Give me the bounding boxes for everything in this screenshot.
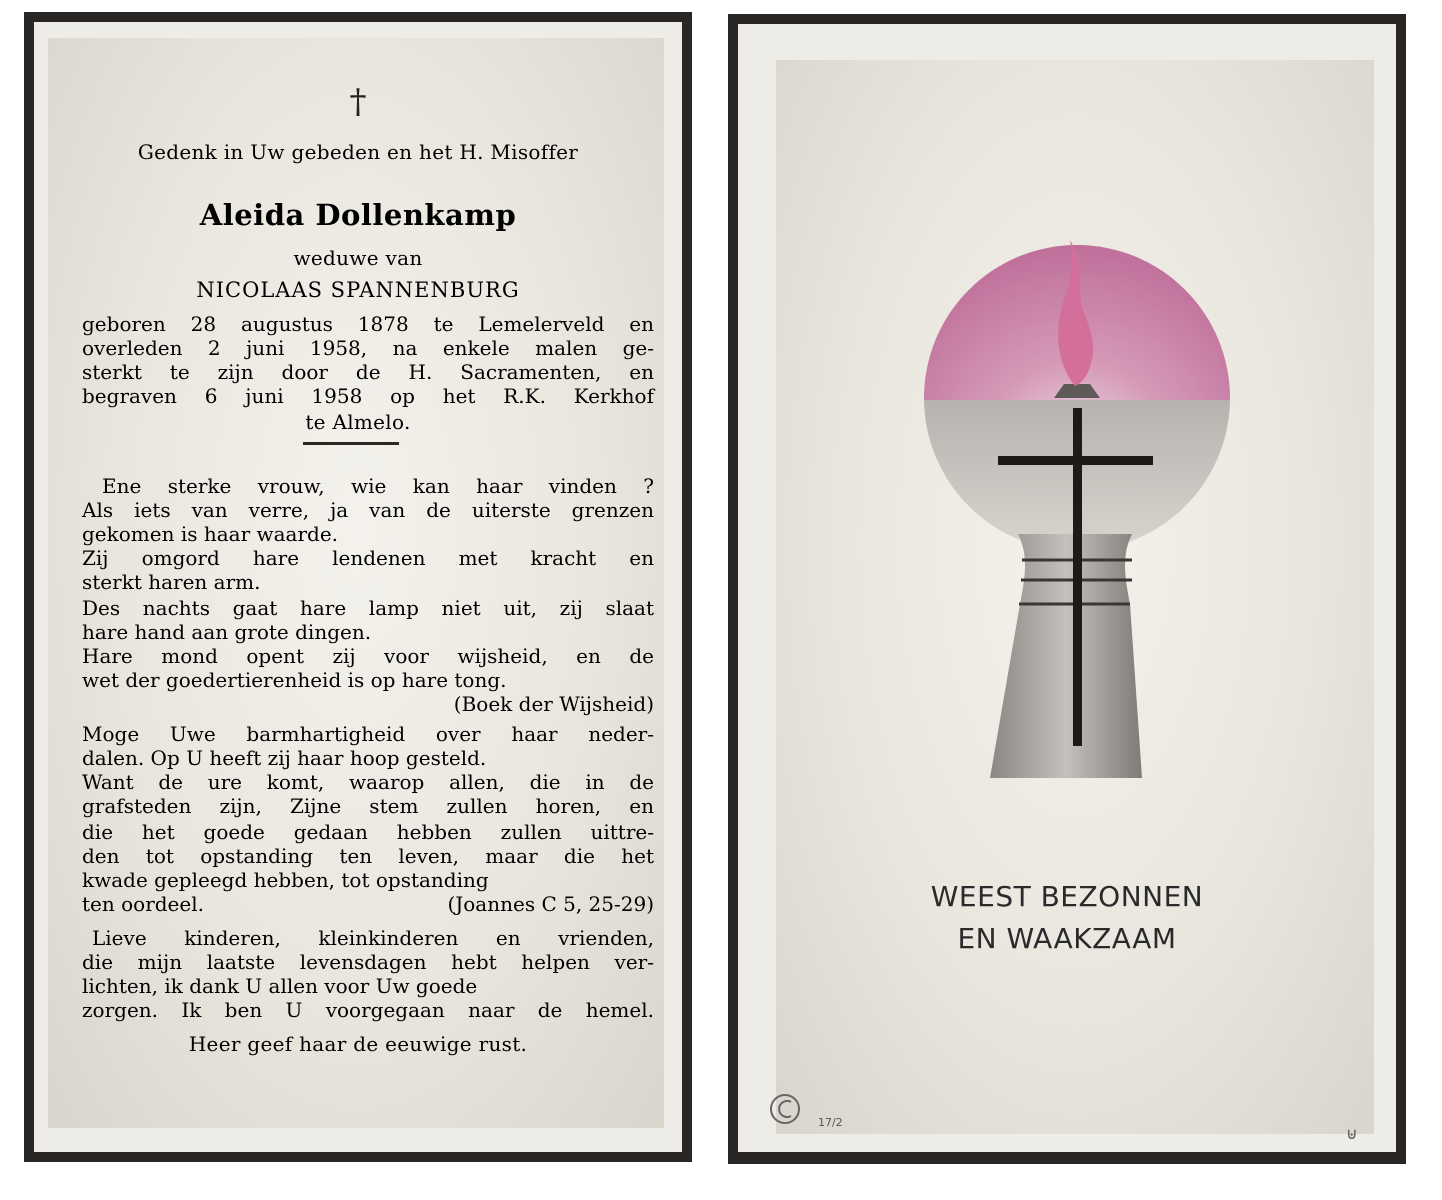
publisher-logo-icon — [771, 1095, 799, 1123]
deceased-name: Aleida Dollenkamp — [199, 198, 517, 232]
motto-line: WEEST BEZONNEN — [930, 880, 1204, 913]
bio-line: geboren 28 augustus 1878 te Lemelerveld en — [82, 312, 654, 336]
chalice-illustration — [728, 14, 1406, 1164]
verse-line: Als iets van verre, ja van de uiterste grenzen — [82, 498, 654, 522]
verse-line: Ene sterke vrouw, wie kan haar vinden ? — [102, 474, 654, 498]
verse-source: (Joannes C 5, 25-29) — [447, 892, 654, 916]
spouse-name: NICOLAAS SPANNENBURG — [196, 278, 520, 302]
verse-line: Hare mond opent zij voor wijsheid, en de — [82, 644, 654, 668]
widow-of-line: weduwe van — [293, 246, 423, 270]
print-code: 17/2 — [818, 1116, 843, 1129]
bio-line: overleden 2 juni 1958, na enkele malen ge- — [82, 336, 654, 360]
bio-line: begraven 6 juni 1958 op het R.K. Kerkhof — [82, 384, 654, 408]
verse-line: die het goede gedaan hebben zullen uittre- — [82, 820, 654, 844]
farewell-line: zorgen. Ik ben U voorgegaan naar de hemel. — [82, 998, 654, 1022]
verse-line: kwade gepleegd hebben, tot opstanding — [82, 868, 489, 892]
closing-prayer: Heer geef haar de eeuwige rust. — [188, 1032, 528, 1056]
bio-line-last: te Almelo. — [305, 410, 411, 434]
verse-line: Zij omgord hare lendenen met kracht en — [82, 546, 654, 570]
verse-line: hare hand aan grote dingen. — [82, 620, 372, 644]
farewell-line: lichten, ik dank U allen voor Uw goede — [82, 974, 478, 998]
verse-line: dalen. Op U heeft zij haar hoop gesteld. — [82, 746, 487, 770]
verse-line: sterkt haren arm. — [82, 570, 261, 594]
verse-line: grafsteden zijn, Zijne stem zullen horen, en — [82, 794, 654, 818]
artist-monogram-icon: ⊎ — [1346, 1124, 1358, 1143]
prayer-card-text-side — [24, 12, 692, 1162]
verse-line: den tot opstanding ten leven, maar die het — [82, 844, 654, 868]
chalice-stem — [990, 534, 1142, 778]
farewell-line: die mijn laatste levensdagen hebt helpen ver- — [82, 950, 654, 974]
verse-line: Moge Uwe barmhartigheid over haar neder- — [82, 722, 654, 746]
verse-line: Want de ure komt, waarop allen, die in de — [82, 770, 654, 794]
farewell-line: Lieve kinderen, kleinkinderen en vrienden, — [92, 926, 654, 950]
prayer-card-image-side — [728, 14, 1406, 1164]
verse-line: ten oordeel. — [82, 892, 204, 916]
motto-line: EN WAAKZAAM — [957, 922, 1177, 955]
verse-line: gekomen is haar waarde. — [82, 522, 339, 546]
verse-line: wet der goedertierenheid is op hare tong. — [82, 668, 507, 692]
verse-line: Des nachts gaat hare lamp niet uit, zij slaat — [82, 596, 654, 620]
verse-source: (Boek der Wijsheid) — [453, 692, 654, 716]
divider — [303, 442, 399, 445]
bio-line: sterkt te zijn door de H. Sacramenten, en — [82, 360, 654, 384]
cross-horizontal — [998, 456, 1153, 465]
cross-symbol: † — [349, 82, 367, 122]
intro-line: Gedenk in Uw gebeden en het H. Misoffer — [137, 140, 579, 164]
